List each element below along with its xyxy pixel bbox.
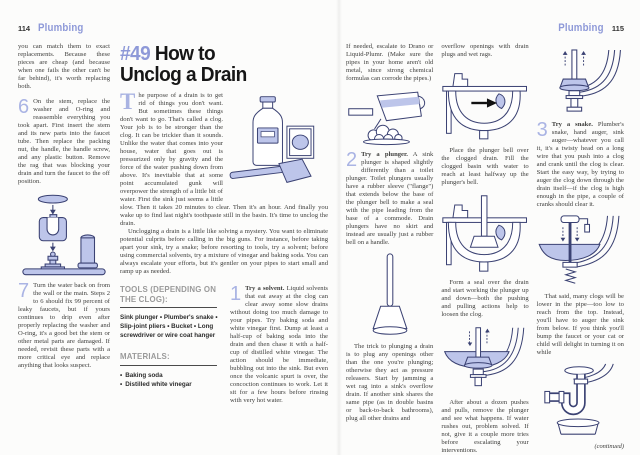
plunging-trick-paragraph: The trick to plunging a drain is to plug any openings other than the one you're plunging; otherwise they act as pressure releasers. Start by jamming a wet rag into a sink's overflow drain. If another sink shares the same pipe (as in double basins or back-to-back bathrooms), plug all other drains and (346, 343, 434, 422)
sink-cross-section-plunger-icon (441, 192, 528, 274)
sink-plunger-standing-illustration (346, 252, 433, 338)
basin-plunger-top-illustration (537, 48, 624, 116)
intro-dropcap: T (120, 89, 136, 114)
continuation-paragraph: you can match them to exact replacements. Because these pieces are cheap (and because when one fails the other can't be far behind), it's worth replacing both. (18, 43, 110, 90)
step-2-lead: Try a plunger. (361, 151, 408, 158)
step-3-number: 3 (536, 119, 548, 141)
step-3-lead: Try a snake. (551, 121, 593, 128)
right-column-b (441, 43, 528, 455)
basin-plunger-pull-icon (537, 48, 624, 116)
measuring-cup-pour-icon (346, 88, 433, 146)
drain-plunger-icon (368, 252, 412, 338)
vinegar-bottle-baking-soda-plunger-icon (228, 92, 328, 196)
materials-item: • Baking soda (120, 371, 163, 379)
plumbers-snake-auger-icon (537, 214, 623, 288)
step-7-paragraph: 7 Turn the water back on from the wall or the main. Steps 2 to 6 should fix 99 percent of leaky faucets, but if yours continues to drip even after properly replacing the washer and O-ring, it's a good bet the stem or other metal parts are damaged. If needed, revisit these parts with a more critical eye and replace anything that looks suspect. (18, 280, 110, 369)
article-title: #49 How to Unclog a Drain (120, 42, 247, 86)
page-gutter (336, 0, 342, 455)
faucet-parts-illustration (18, 191, 110, 277)
step-2-number: 2 (346, 149, 358, 171)
solvent-supplies-illustration (228, 92, 328, 199)
p-trap-bucket-illustration (537, 362, 624, 438)
tools-list: Sink plunger • Plumber's snake • Slip-joint pliers • Bucket • Long screwdriver or wire coat hanger (120, 314, 218, 339)
step-1-lead: Try a solvent. (245, 285, 285, 292)
section-title-left: Plumbing (38, 22, 84, 34)
materials-item: • Distilled white vinegar (120, 380, 192, 388)
sink-cross-section-rag-arrow-icon (441, 64, 528, 142)
step-1-number: 1 (230, 283, 242, 305)
materials-list (120, 371, 221, 389)
tools-heading: TOOLS (DEPENDING ON THE CLOG): (120, 285, 217, 308)
page-left-header (18, 22, 332, 34)
escalate-paragraph: If needed, escalate to Drano or Liquid-Plumr. (Make sure the pipes in your home aren't old metal, since strong chemical formulas can corrode the pipes.) (346, 43, 434, 82)
step-6-paragraph: 6 On the stem, replace the washer and O-ring and reassemble everything you took apart. First insert the stem and its new parts into the faucet tube. Then replace the packing nut, the handle, the handle screw, and any plastic button. Remove the rag that was blocking your drain and turn the faucet to the off position. (18, 96, 110, 185)
basin-water-plunger-icon (441, 324, 528, 394)
tools-materials-box (120, 285, 221, 405)
sink-with-plunger-illustration (441, 192, 528, 274)
step-3-paragraph: 3 Try a snake. Plumber's snake, hand auger, sink auger—whatever you call it, it's a twisty head on a long wire that you push into a clog and crank until the clog is clear. Start the easy way, by trying to auger the clog down through the drain itself—if the clog is high enough in the pipe, a couple of cranks should clear it. (536, 119, 624, 208)
step-7-number: 7 (18, 280, 30, 302)
bullet-icon: • (120, 380, 123, 388)
page-right (338, 0, 640, 455)
p-trap-pipe-bucket-icon (537, 362, 623, 438)
basin-plunging-illustration (441, 324, 528, 394)
page-number-right: 115 (611, 24, 624, 33)
materials-heading: MATERIALS: (120, 352, 217, 366)
faucet-exploded-diagram-icon (18, 191, 110, 277)
article-number: #49 (120, 42, 151, 65)
article-main (120, 43, 328, 405)
intro-paragraph-1: The purpose of a drain is to get rid of things you don't want. But sometimes these things don't want to go. That's called a clog. Your job is to be stronger than the clog. It can be trickier than it sounds. Unlike the water that comes into your house, water that goes out is pressurized only by gravity and the force of the water pushing down from above. It's inevitable that at some point accumulated gunk will overpower the strength of a little bit of water. First the sink just seems a little slow. Then it takes 20 minutes to clear. Then it's an hour. And finally you wake up to find last night's toothpaste still in the basin. It's time to unclog the drain. (120, 89, 328, 227)
form-seal-paragraph: Form a seal over the drain and start working the plunger up and down—both the pushing and pulling actions help to loosen the clog. (441, 279, 529, 318)
place-plunger-paragraph: Place the plunger bell over the clogged drain. Fill the clogged basin with water to reach at least halfway up the plunger's bell. (441, 147, 529, 186)
step-2-paragraph: 2 Try a plunger. A sink plunger is shaped slightly differently than a toilet plunger. Toilet plungers usually have a rubber sleeve ("flange") that extends below the base of the plunger bell to make a seal with the pipe leading from the base of a commode. Drain plungers have no skirt and instead are usually just a rubber bell on a handle. (346, 149, 434, 246)
page-number-left: 114 (18, 24, 31, 33)
pouring-cup-illustration (346, 88, 433, 146)
page-right-header (346, 22, 624, 34)
section-title-right: Plumbing (558, 22, 604, 34)
clogs-lower-paragraph: That said, many clogs will be lower in the pipe—too low to reach from the top. Instead, you'll have to auger the sink from below. If you think you'll bump the faucet or your cat or child will delight in turning it on while (536, 293, 624, 356)
overflow-continuation-paragraph: overflow openings with drain plugs and wet rags. (441, 43, 529, 58)
step-1-paragraph: 1 Try a solvent. Liquid solvents that eat away at the clog can clear away some slow drains without doing too much damage to your pipes. Try baking soda and white vinegar first. Dump at least a half-cup of baking soda into the drain and then chase it with a half-cup of distilled white vinegar. The action should be immediate, bubbling out into the sink. But even once the volcanic spurt is over, the concoction continues to work. Let it sit for a few hours before rinsing with very hot water. (230, 283, 328, 404)
step-1-column (230, 285, 328, 405)
continued-note: (continued) (594, 443, 624, 450)
article-intro (120, 89, 328, 276)
bullet-icon: • (120, 371, 123, 379)
intro-paragraph-2: Unclogging a drain is a little like solving a mystery. You want to eliminate potential culprits before calling in the big guns. For instance, before taking apart your sink, try a snake; before resorting to tools, try a solvent; before using commercial solvents, try a mixture of vinegar and baking soda. You can always escalate your efforts, but it's gentler on your pipes to start small and ramp up as needed. (120, 228, 328, 275)
sink-overflow-arrow-illustration (441, 64, 528, 142)
left-column-continuation (18, 43, 110, 405)
dozen-pushes-paragraph: After about a dozen pushes and pulls, remove the plunger and see what happens. If water rushes out, problem solved. If not, give it a couple more tries before escalating your interventions. (441, 399, 529, 454)
snake-in-basin-illustration (537, 214, 624, 288)
right-column-a (346, 43, 433, 455)
right-column-c (537, 43, 624, 455)
step-6-number: 6 (18, 96, 30, 118)
